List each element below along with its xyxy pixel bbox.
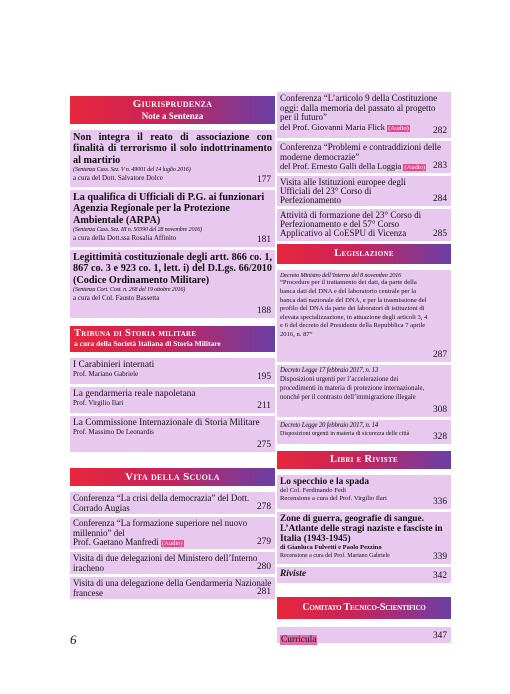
- entry-text: del Prof. Ernesto Galli della Loggia: [280, 161, 402, 171]
- entry-author: a cura del Col. Fausto Bassetta: [73, 294, 160, 303]
- section-banner-vita[interactable]: [70, 468, 275, 486]
- entry-page: 177: [256, 175, 271, 185]
- toc-entry[interactable]: [70, 387, 275, 413]
- entry-page: 339: [432, 552, 447, 562]
- toc-entry[interactable]: [277, 141, 451, 173]
- entry-page: 195: [256, 372, 271, 382]
- entry-text: Prof. Gaetano Manfredi: [73, 537, 159, 547]
- toc-entry[interactable]: [277, 209, 451, 241]
- entry-page: 283: [432, 161, 447, 171]
- audio-link[interactable]: (Audio): [388, 124, 409, 132]
- toc-entry[interactable]: [277, 176, 451, 206]
- entry-text: Conferenza “Problemi e contraddizioni delle moderne democrazie”: [280, 142, 441, 162]
- entry-text: Visita alle Istituzioni europee degli Ufficiali del 23° Corso di Perfezionamento: [280, 177, 406, 205]
- toc-entry[interactable]: [70, 250, 275, 318]
- entry-page: 347: [432, 631, 447, 641]
- entry-title: Non integra il reato di associazione con finalità di terrorismo il solo indottrinamento al martirio: [73, 132, 272, 166]
- entry-title: Lo specchio e la spada: [280, 477, 370, 487]
- entry-title: Curricula: [281, 635, 317, 645]
- entry-head: Decreto Legge 17 febbraio 2017, n. 13: [280, 367, 379, 374]
- entry-page: 342: [432, 571, 447, 581]
- entry-head: Decreto Ministro dell’Interno del 8 novembre 2016: [280, 272, 402, 279]
- entry-author: a cura della Dott.ssa Rosalia Affinito: [73, 234, 177, 243]
- entry-page: 285: [432, 229, 447, 239]
- entry-title: La qualifica di Ufficiali di P.G. ai funzionari Agenzia Regionale per la Protezione Ambientale (ARPA): [73, 192, 265, 226]
- section-subtitle: Note a Sentenza: [141, 110, 204, 121]
- entry-text: Attività di formazione del 23° Corso di Perfezionamento e del 57° Corso Applicativo al CoESPU di Vicenza: [280, 210, 422, 238]
- toc-entry[interactable]: [277, 512, 451, 564]
- entry-body: Disposizioni urgenti in materia di sicurezza delle città: [280, 431, 410, 437]
- entry-title: La Commissione Internazionale di Storia Militare: [73, 418, 260, 428]
- toc-entry[interactable]: [70, 577, 275, 599]
- entry-body: “Procedure per il trattamento dei dati, da parte della banca dati del DNA e del laboratorio centrale per la banca dati nazionale del DNA, e per la trasmissione del profilo del DNA da parte dei laboratori di istituzioni di elevata specializzazione, in attuazione degli articoli 3, 4 e 6 del decreto del Presidente della Repubblica 7 aprile 2016, n. 87”: [280, 279, 428, 338]
- toc-entry[interactable]: [277, 475, 451, 509]
- left-column: [70, 96, 275, 602]
- entry-text: Conferenza “La crisi della democrazia” del Dott. Corrado Augias: [73, 493, 250, 513]
- entry-title: Zone di guerra, geografie di sangue. L’Atlante delle stragi naziste e fasciste in Italia (1943-1945): [280, 514, 443, 544]
- entry-author: Prof. Mariano Gabriele: [73, 370, 139, 379]
- section-banner-legislazione[interactable]: [277, 244, 451, 264]
- toc-entry[interactable]: [70, 190, 275, 247]
- toc-entry[interactable]: [70, 358, 275, 384]
- entry-text: Conferenza “L’articolo 9 della Costituzione oggi: dalla memoria del passato al progetto per il futuro”: [280, 93, 438, 122]
- entry-page: 287: [432, 350, 447, 360]
- entry-text: Visita di una delegazione della Gendarmeria Nazionale francese: [73, 578, 272, 598]
- entry-page: 282: [432, 126, 447, 136]
- entry-page: 188: [256, 306, 271, 316]
- toc-entry[interactable]: [70, 416, 275, 452]
- section-banner-tribuna[interactable]: [70, 326, 275, 352]
- entry-page: 181: [256, 235, 271, 245]
- toc-entry[interactable]: [277, 270, 451, 362]
- toc-entry[interactable]: [70, 492, 275, 514]
- entry-title: I Carabinieri internati: [73, 360, 155, 370]
- entry-line2: di Gianluca Fulvetti e Paolo Pezzino: [280, 544, 382, 551]
- entry-page: 279: [256, 537, 271, 547]
- section-title: Vita della Scuola: [125, 471, 220, 483]
- toc-entry[interactable]: [277, 420, 451, 444]
- entry-page: 281: [256, 587, 271, 597]
- section-title: Tribuna di Storia militare: [74, 328, 197, 339]
- entry-text: Visita di due delegazioni del Ministero dell’Interno iracheno: [73, 553, 258, 573]
- section-banner-libri[interactable]: [277, 451, 451, 469]
- entry-page: 211: [257, 401, 271, 411]
- right-column: [277, 92, 451, 646]
- entry-line3: Recensione a cura del Prof. Virgilio Ilari: [280, 495, 387, 502]
- toc-entry[interactable]: [70, 552, 275, 574]
- entry-author: Prof. Virgilio Ilari: [73, 399, 124, 408]
- entry-author: Prof. Massimo De Leonardis: [73, 428, 154, 437]
- entry-text: del Prof. Giovanni Maria Flick: [280, 121, 386, 132]
- toc-entry[interactable]: [277, 92, 451, 138]
- section-title: Giurisprudenza: [132, 98, 213, 110]
- entry-line3: Recensione a cura del Prof. Mariano Gabriele: [280, 553, 390, 559]
- entry-page: 275: [256, 440, 271, 450]
- entry-source: (Sentenza Cort. Cost. n. 268 del 19 ottobre 2016): [73, 286, 186, 294]
- entry-source: (Sentenza Cass. Sez. III n. 50390 del 28 novembre 2016): [73, 226, 202, 234]
- entry-line2: del Col. Ferdinando Fedi: [280, 487, 346, 494]
- entry-page: 328: [432, 432, 447, 442]
- section-subtitle: a cura della Società Italiana di Storia Militare: [74, 339, 221, 349]
- section-title: Comitato Tecnico-Scientifico: [302, 602, 426, 613]
- entry-page: 284: [432, 194, 447, 204]
- section-banner-giurisprudenza[interactable]: [70, 96, 275, 124]
- entry-author: a cura del Dott. Salvatore Dolce: [73, 174, 163, 183]
- entry-head: Decreto Legge 20 febbraio 2017, n. 14: [280, 422, 379, 429]
- section-title: Legislazione: [334, 248, 394, 259]
- toc-entry[interactable]: [277, 627, 451, 643]
- toc-entry[interactable]: [277, 365, 451, 417]
- section-banner-comitato[interactable]: [277, 597, 451, 619]
- toc-entry[interactable]: [70, 517, 275, 549]
- toc-entry[interactable]: [277, 567, 451, 583]
- entry-page: 336: [432, 497, 447, 507]
- section-title: Libri e Riviste: [330, 454, 398, 465]
- page-number: 6: [70, 632, 77, 647]
- entry-text: Conferenza “La formazione superiore nel nuovo millennio” del: [73, 518, 248, 538]
- audio-link[interactable]: (Audio): [404, 164, 426, 171]
- audio-link[interactable]: (Audio): [161, 540, 183, 547]
- entry-title: La gendarmeria reale napoletana: [73, 389, 196, 399]
- entry-page: 278: [256, 502, 271, 512]
- entry-page: 280: [256, 562, 271, 572]
- toc-entry[interactable]: [70, 130, 275, 187]
- entry-source: (Sentenza Cass. Sez. V n. 49001 del 14 luglio 2016): [73, 166, 191, 174]
- entry-page: 308: [432, 405, 447, 415]
- entry-title: Legittimità costituzionale degli artt. 866 co. 1, 867 co. 3 e 923 co. 1, lett. i) del D.Lgs. 66/2010 (Codice Ordinamento Militare): [73, 252, 272, 286]
- entry-body: Disposizioni urgenti per l’accelerazione dei procedimenti in materia di protezione internazionale, nonché per il contrasto dell’immigrazione illegale: [280, 376, 425, 401]
- entry-title: Riviste: [280, 569, 307, 579]
